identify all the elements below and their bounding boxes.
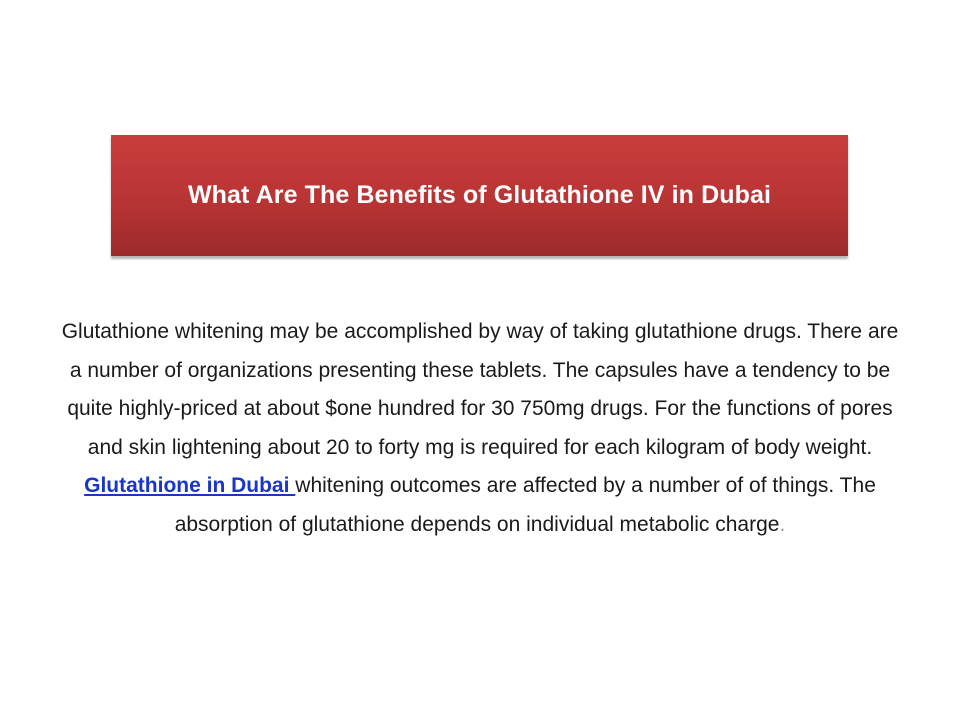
paragraph-text-outro: whitening outcomes are affected by a number of of things. The absorption of glutathione depends on individual metabolic charge: [174, 474, 876, 536]
body-paragraph: [60, 313, 900, 544]
title-banner: [111, 135, 848, 256]
page-title: What Are The Benefits of Glutathione IV in Dubai: [187, 181, 772, 209]
paragraph-text-intro: Glutathione whitening may be accomplished by way of taking glutathione drugs. There are a number of organizations presenting these tablets. The capsules have a tendency to be quite highly-priced at about $one hundred for 30 750mg drugs. For the functions of pores and skin lightening about 20 to forty mg is required for each kilogram of body weight.: [61, 320, 899, 459]
glutathione-dubai-link[interactable]: Glutathione in Dubai: [84, 474, 296, 497]
paragraph-trailing-period: .: [779, 512, 786, 536]
